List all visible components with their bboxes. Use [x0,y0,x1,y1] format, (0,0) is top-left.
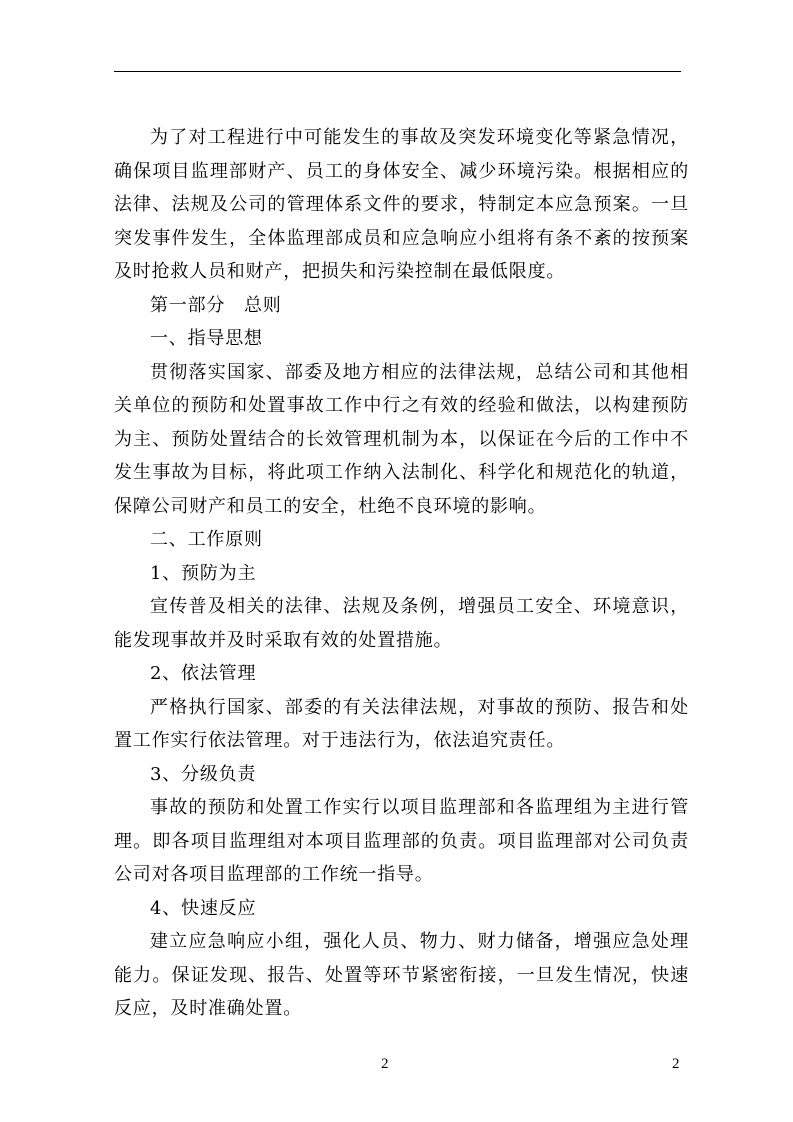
subsection-heading: 一、指导思想 [150,328,263,349]
intro-paragraph: 为了对工程进行中可能发生的事故及突发环境变化等紧急情况，确保项目监理部财产、员工的身体安全、减少环境污染。根据相应的法律、法规及公司的管理体系文件的要求，特制定本应急预案。一旦突发事件发生，全体监理部成员和应急响应小组将有条不紊的按预案及时抢救人员和财产，把损失和污染控制在最低限度。 [114,127,689,282]
body-paragraph: 宣传普及相关的法律、法规及条例，增强员工安全、环境意识，能发现事故并及时采取有效的处置措施。 [114,596,689,651]
header-rule [114,71,681,72]
body-paragraph: 贯彻落实国家、部委及地方相应的法律法规，总结公司和其他相关单位的预防和处置事故工作中行之有效的经验和做法，以构建预防为主、预防处置结合的长效管理机制为本，以保证在今后的工作中不发生事故为目标，将此项工作纳入法制化、科学化和规范化的轨道，保障公司财产和员工的安全，杜绝不良环境的影响。 [114,361,689,517]
page-number-right: 2 [672,1056,680,1072]
page-number-center: 2 [381,1056,389,1072]
item-heading: 2、依法管理 [150,663,257,684]
body-paragraph: 严格执行国家、部委的有关法律法规，对事故的预防、报告和处置工作实行依法管理。对于违法行为，依法追究责任。 [114,696,689,751]
item-heading: 4、快速反应 [150,897,257,919]
section-heading: 第一部分 总则 [150,294,282,316]
body-paragraph: 建立应急响应小组，强化人员、物力、财力储备，增强应急处理能力。保证发现、报告、处置等环节紧密衔接，一旦发生情况，快速反应，及时准确处置。 [114,931,689,1019]
item-heading: 1、预防为主 [150,562,257,584]
item-heading: 3、分级负责 [150,763,257,785]
subsection-heading: 二、工作原则 [150,529,263,550]
document-body [114,121,689,1026]
body-paragraph: 事故的预防和处置工作实行以项目监理部和各监理组为主进行管理。即各项目监理组对本项目监理部的负责。项目监理部对公司负责公司对各项目监理部的工作统一指导。 [114,797,689,885]
